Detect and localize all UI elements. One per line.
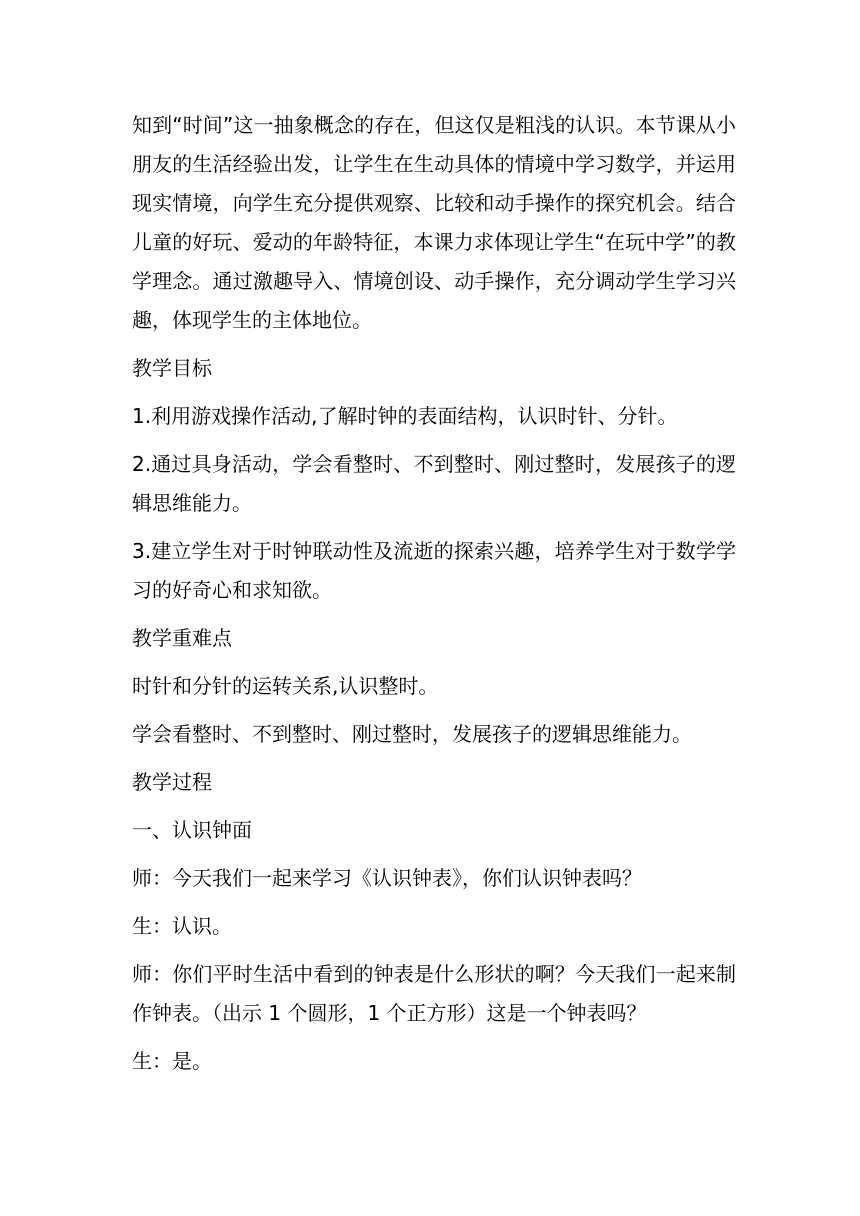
subsection-heading-clock-face: 一、认识钟面: [132, 818, 252, 842]
goal-item-2: 2.通过具身活动，学会看整时、不到整时、刚过整时，发展孩子的逻辑思维能力。: [132, 452, 736, 515]
key-point-1: 时针和分针的运转关系,认识整时。: [132, 674, 439, 698]
intro-paragraph: 知到“时间”这一抽象概念的存在，但这仅是粗浅的认识。本节课从小朋友的生活经验出发，让学生在生动具体的情境中学习数学，并运用现实情境，向学生充分提供观察、比较和动手操作的探究机会。结合儿童的好玩、爱动的年龄特征，本课力求体现让学生“在玩中学”的教学理念。通过激趣导入、情境创设、动手操作，充分调动学生学习兴趣，体现学生的主体地位。: [132, 113, 736, 332]
dialogue-student-1: 生：认识。: [132, 914, 232, 938]
goal-item-1: 1.利用游戏操作活动,了解时钟的表面结构，认识时针、分针。: [132, 404, 678, 428]
section-heading-goals: 教学目标: [132, 356, 212, 380]
key-point-2: 学会看整时、不到整时、刚过整时，发展孩子的逻辑思维能力。: [132, 722, 692, 746]
dialogue-teacher-2: 师：你们平时生活中看到的钟表是什么形状的啊？今天我们一起来制作钟表。（出示 1 个圆形，1 个正方形）这是一个钟表吗？: [132, 962, 736, 1025]
section-heading-key-points: 教学重难点: [132, 626, 232, 650]
dialogue-teacher-1: 师：今天我们一起来学习《认识钟表》，你们认识钟表吗？: [132, 866, 642, 890]
section-heading-process: 教学过程: [132, 770, 212, 794]
dialogue-student-2: 生：是。: [132, 1049, 212, 1073]
goal-item-3: 3.建立学生对于时钟联动性及流逝的探索兴趣，培养学生对于数学学习的好奇心和求知欲。: [132, 539, 736, 602]
document-body: [132, 106, 736, 1090]
